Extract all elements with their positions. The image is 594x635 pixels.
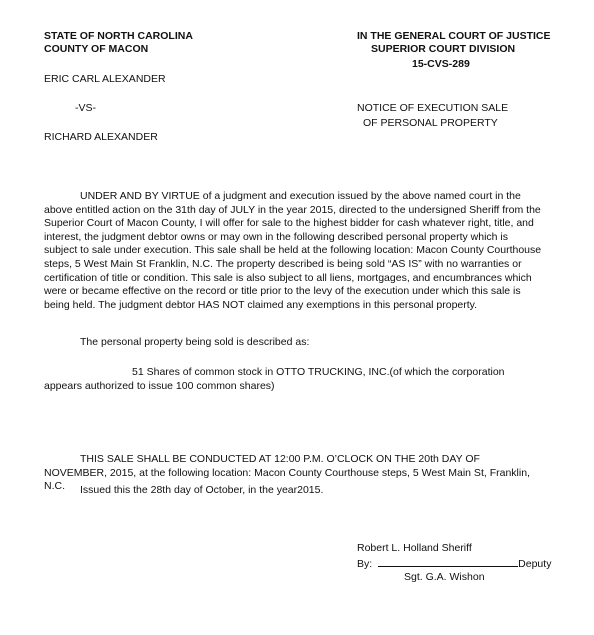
by-label: By:	[357, 558, 373, 570]
notice-title-line2: OF PERSONAL PROPERTY	[363, 117, 498, 129]
property-intro: The personal property being sold is described as:	[80, 336, 310, 348]
signature-line-row	[357, 556, 551, 571]
sheriff-name: Robert L. Holland Sheriff	[357, 542, 472, 554]
notice-title-line1: NOTICE OF EXECUTION SALE	[357, 102, 509, 114]
property-description	[44, 366, 544, 393]
sale-time-text: THIS SALE SHALL BE CONDUCTED AT 12:00 P.M. O’CLOCK ON THE 20th DAY OF NOVEMBER, 2015, at the following location: Macon County Courthouse steps, 5 West Main St, Franklin, N.C.	[44, 453, 530, 493]
deputy-name: Sgt. G.A. Wishon	[404, 571, 485, 583]
deputy-label: Deputy	[518, 558, 552, 570]
state-heading: STATE OF NORTH CAROLINA	[44, 30, 193, 42]
main-paragraph	[44, 190, 544, 312]
versus-label: -VS-	[75, 102, 96, 114]
division-heading: SUPERIOR COURT DIVISION	[371, 43, 516, 55]
court-heading: IN THE GENERAL COURT OF JUSTICE	[357, 30, 551, 42]
main-paragraph-text: UNDER AND BY VIRTUE of a judgment and execution issued by the above named court in the above entitled action on the 31th day of JULY in the year 2015, directed to the undersigned Sheriff from the Superior Court of Macon County, I will offer for sale to the highest bidder for cash whatever right, title, and interest, the judgment debtor owns or may own in the following described personal property which is subject to sale under execution. This sale shall be held at the following location: Macon County Courthouse steps, 5 West Main St Franklin, N.C. The property described is being sold “AS IS” with no warranties or certification of title or condition. This sale is also subject to all liens, mortgages, and encumbrances which were or became effective on the record or title prior to the levy of the execution under which this sale is being held. The judgment debtor HAS NOT claimed any exemptions in this personal property.	[44, 190, 542, 311]
issued-line: Issued this the 28th day of October, in the year2015.	[80, 484, 324, 496]
case-number: 15-CVS-289	[412, 58, 470, 70]
county-heading: COUNTY OF MACON	[44, 43, 149, 55]
plaintiff-name: ERIC CARL ALEXANDER	[44, 73, 166, 85]
property-description-text: 51 Shares of common stock in OTTO TRUCKING, INC.(of which the corporation appears authorized to issue 100 common shares)	[44, 366, 505, 392]
defendant-name: RICHARD ALEXANDER	[44, 131, 158, 143]
signature-line	[378, 556, 518, 567]
